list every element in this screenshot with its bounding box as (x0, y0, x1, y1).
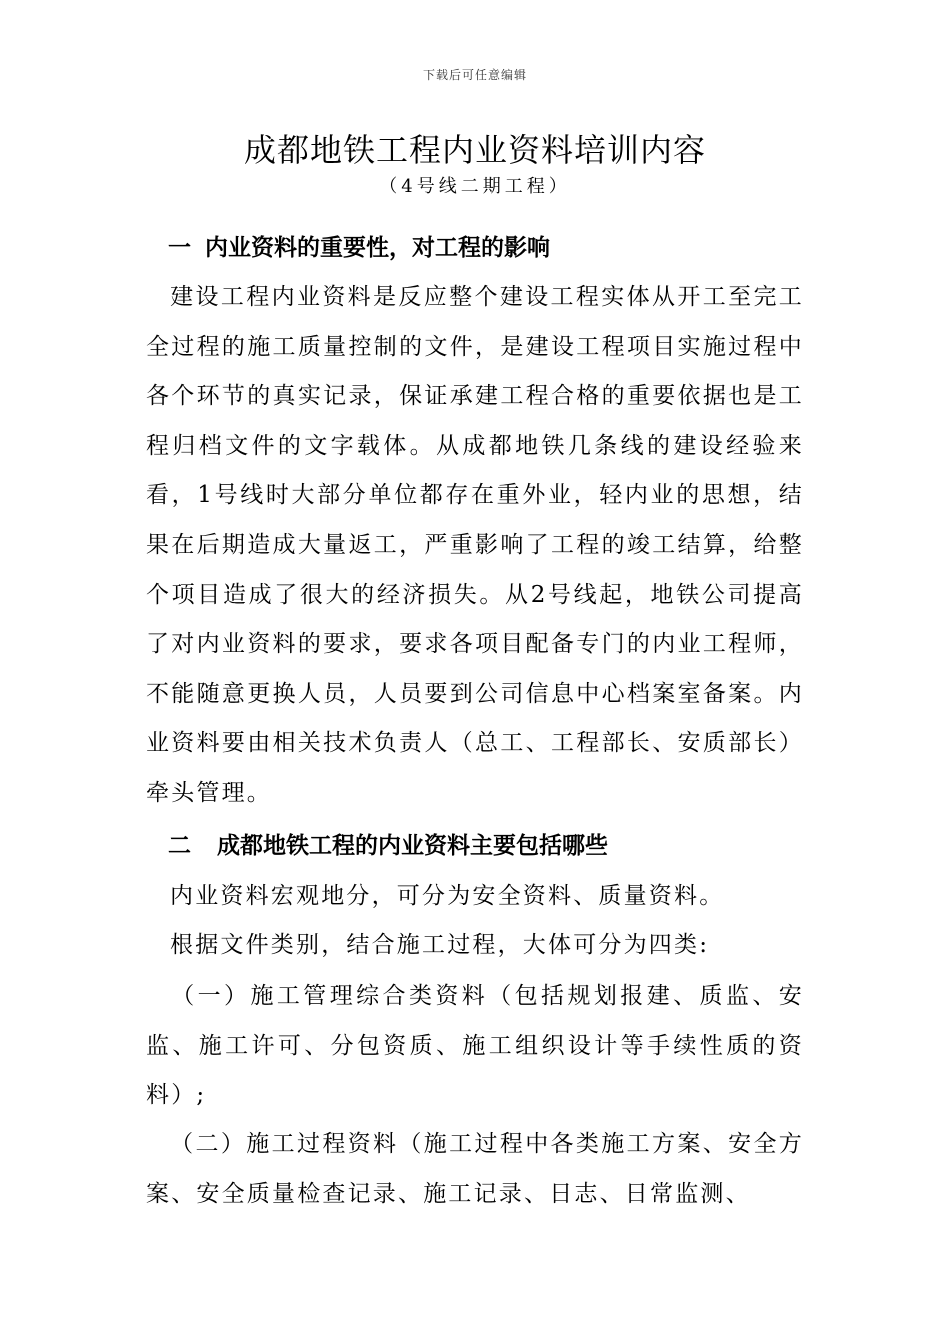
paragraph-text: 建设工程内业资料是反应整个建设工程实体从开工至完工全过程的施工质量控制的文件，是建设工程项目实施过程中各个环节的真实记录，保证承建工程合格的重要依据也是工程归档文件的文字载体。从成都地铁几条线的建设经验来看，1号线时大部分单位都存在重外业，轻内业的思想，结果在后期造成大量返工，严重影响了工程的竣工结算，给整个项目造成了很大的经济损失。从2号线起，地铁公司提高了对内业资料的要求，要求各项目配备专门的内业工程师，不能随意更换人员，人员要到公司信息中心档案室备案。内业资料要由相关技术负责人（总工、工程部长、安质部长）牵头管理。 (146, 284, 804, 806)
paragraph-category-one (146, 972, 804, 1121)
paragraph-text: （一）施工管理综合类资料（包括规划报建、质监、安监、施工许可、分包资质、施工组织设计等手续性质的资料）; (146, 983, 804, 1109)
document-subtitle: （4号线二期工程） (379, 176, 571, 197)
paragraph-macro-classification (146, 872, 804, 922)
paragraph-text: 内业资料宏观地分，可分为安全资料、质量资料。 (170, 883, 725, 909)
section-heading-text: 成都地铁工程的内业资料主要包括哪些 (217, 833, 608, 859)
paragraph-text: （二）施工过程资料（施工过程中各类施工方案、安全方案、安全质量检查记录、施工记录、日志、日常监测、 (146, 1131, 804, 1207)
document-title: 成都地铁工程内业资料培训内容 (243, 131, 706, 169)
paragraph-importance (146, 273, 804, 821)
paragraph-category-two (146, 1120, 804, 1219)
paragraph-text: 根据文件类别，结合施工过程，大体可分为四类: (170, 932, 710, 958)
header-note: 下载后可任意编辑 (422, 68, 527, 82)
section-heading-1 (168, 232, 550, 264)
section-number: 一 (168, 235, 191, 261)
section-heading-text: 内业资料的重要性，对工程的影响 (205, 235, 550, 261)
paragraph-four-categories (146, 921, 804, 971)
section-number: 二 (168, 833, 191, 859)
section-heading-2 (168, 830, 608, 862)
